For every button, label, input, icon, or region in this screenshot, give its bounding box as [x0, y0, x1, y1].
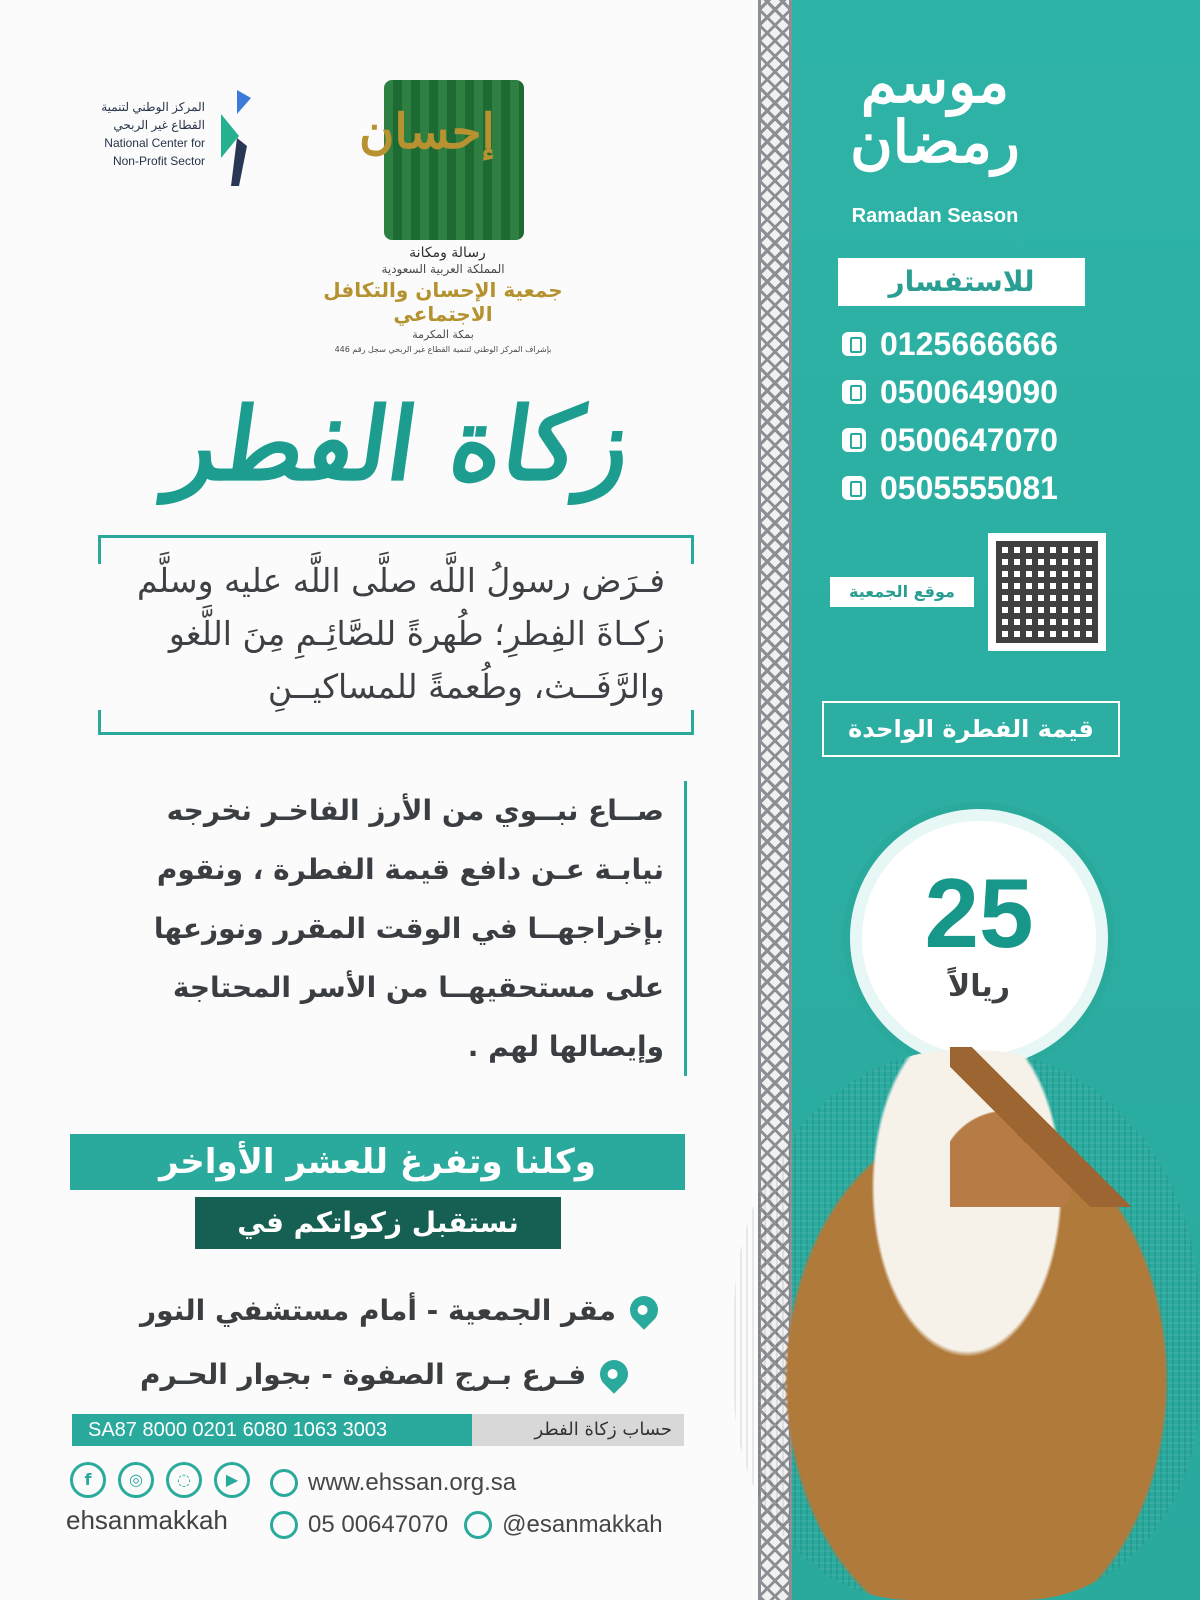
whatsapp-icon — [270, 1511, 298, 1539]
national-center-mark-icon — [201, 90, 259, 186]
price-value: 25 — [924, 858, 1034, 968]
phone-item[interactable] — [842, 464, 1112, 512]
location-pin-icon — [594, 1354, 634, 1394]
phone-icon — [842, 332, 866, 356]
national-center-logo — [80, 88, 263, 198]
national-center-text — [80, 98, 205, 170]
phone-item[interactable] — [842, 320, 1112, 368]
phone-item[interactable] — [842, 416, 1112, 464]
hadith-box — [98, 535, 694, 735]
twitter-icon — [464, 1511, 492, 1539]
ramadan-season-arabic: موسم رمضان — [850, 48, 1020, 176]
qr-code[interactable] — [988, 533, 1106, 651]
body-line: نيابـة عـن دافع قيمة الفطرة ، ونقوم — [156, 853, 664, 886]
qr-code-pattern — [996, 541, 1098, 643]
main-banner: وكلنا وتفرغ للعشر الأواخر — [70, 1134, 685, 1190]
contact-info — [270, 1462, 690, 1546]
phone-number[interactable]: 0505555081 — [880, 469, 1058, 506]
social-icons — [70, 1462, 250, 1498]
phone-item[interactable] — [842, 368, 1112, 416]
ehsan-wordmark: إحسان — [359, 104, 495, 160]
twitter-row[interactable] — [464, 1511, 662, 1539]
price-label: قيمة الفطرة الواحدة — [822, 701, 1120, 757]
location-item — [140, 1278, 688, 1342]
location-item — [140, 1342, 688, 1406]
phone-icon — [842, 380, 866, 404]
qr-label: موقع الجمعية — [830, 577, 974, 607]
bank-account — [72, 1414, 684, 1446]
whatsapp-row[interactable] — [270, 1511, 448, 1539]
phone-icon — [842, 428, 866, 452]
snapchat-icon[interactable]: ◌ — [166, 1462, 202, 1498]
price-badge — [850, 809, 1108, 1067]
association-city: بمكة المكرمة — [412, 328, 474, 341]
ramadan-season-english: Ramadan Season — [851, 205, 1019, 227]
hadith-line: زكـاةَ الفِطرِ؛ طُهرةً للصَّائِـمِ مِنَ اللَّغو — [168, 614, 665, 653]
website-row[interactable] — [270, 1462, 690, 1504]
association-country: المملكة العربية السعودية — [381, 262, 505, 276]
phone-icon — [842, 476, 866, 500]
location-pin-icon — [624, 1290, 664, 1330]
social-handle: ehsanmakkah — [66, 1505, 228, 1535]
body-line: بإخراجهــا في الوقت المقرر ونوزعها — [153, 912, 664, 945]
hadith-line: والرَّفَــث، وطُعمةً للمساكيــنِ — [267, 667, 665, 706]
youtube-icon[interactable]: ▶ — [214, 1462, 250, 1498]
phone-number[interactable]: 0125666666 — [880, 325, 1058, 362]
website-link[interactable]: www.ehssan.org.sa — [308, 1469, 517, 1496]
ncnp-en-line2: Non-Profit Sector — [112, 154, 205, 168]
ncnp-ar-line2: القطاع غير الربحي — [113, 118, 205, 132]
facebook-icon[interactable]: f — [70, 1462, 106, 1498]
phone-number[interactable]: 0500649090 — [880, 373, 1058, 410]
account-label: حساب زكاة الفطر — [472, 1414, 684, 1446]
phone-list — [842, 320, 1112, 512]
twitter-handle[interactable]: @esanmakkah — [502, 1511, 663, 1538]
body-line: وإيصالها لهم . — [467, 1030, 664, 1063]
iban-value: SA87 8000 0201 6080 1063 3003 — [72, 1414, 472, 1446]
whatsapp-number[interactable]: 05 00647070 — [308, 1511, 449, 1538]
body-line: صــاع نبــوي من الأرز الفاخـر نخرجه — [166, 794, 664, 827]
location-text: مقر الجمعية - أمام مستشفي النور — [140, 1293, 616, 1327]
globe-icon — [270, 1469, 298, 1497]
contact-pair-row — [270, 1504, 690, 1546]
hadith-line: فـرَض رسولُ اللَّه صلَّى اللَّه عليه وسلَّم — [137, 561, 665, 600]
ehsan-tagline: رسالة ومكانة — [409, 245, 486, 261]
inquiry-label: للاستفسار — [838, 258, 1085, 306]
body-copy — [101, 781, 687, 1076]
ncnp-ar-line1: المركز الوطني لتنمية — [101, 100, 205, 114]
ncnp-en-line1: National Center for — [104, 136, 205, 150]
body-line: على مستحقيهــا من الأسر المحتاجة — [172, 971, 664, 1004]
sub-banner: نستقبل زكواتكم في — [195, 1197, 561, 1249]
locations-list — [140, 1278, 688, 1406]
page-title: زكاة الفطر — [161, 385, 639, 503]
instagram-icon[interactable]: ◎ — [118, 1462, 154, 1498]
location-text: فـرع بـرج الصفوة - بجوار الحـرم — [140, 1357, 587, 1391]
ehsan-logo — [342, 80, 552, 280]
wooden-scoop-image — [950, 1047, 1140, 1207]
phone-number[interactable]: 0500647070 — [880, 421, 1058, 458]
association-name-block — [318, 262, 568, 354]
price-currency: ريالاً — [947, 969, 1011, 1004]
association-registration: بإشراف المركز الوطني لتنمية القطاع غير الربحي سجل رقم 446 — [334, 345, 552, 354]
association-name: جمعية الإحسان والتكافل الاجتماعي — [323, 278, 563, 326]
